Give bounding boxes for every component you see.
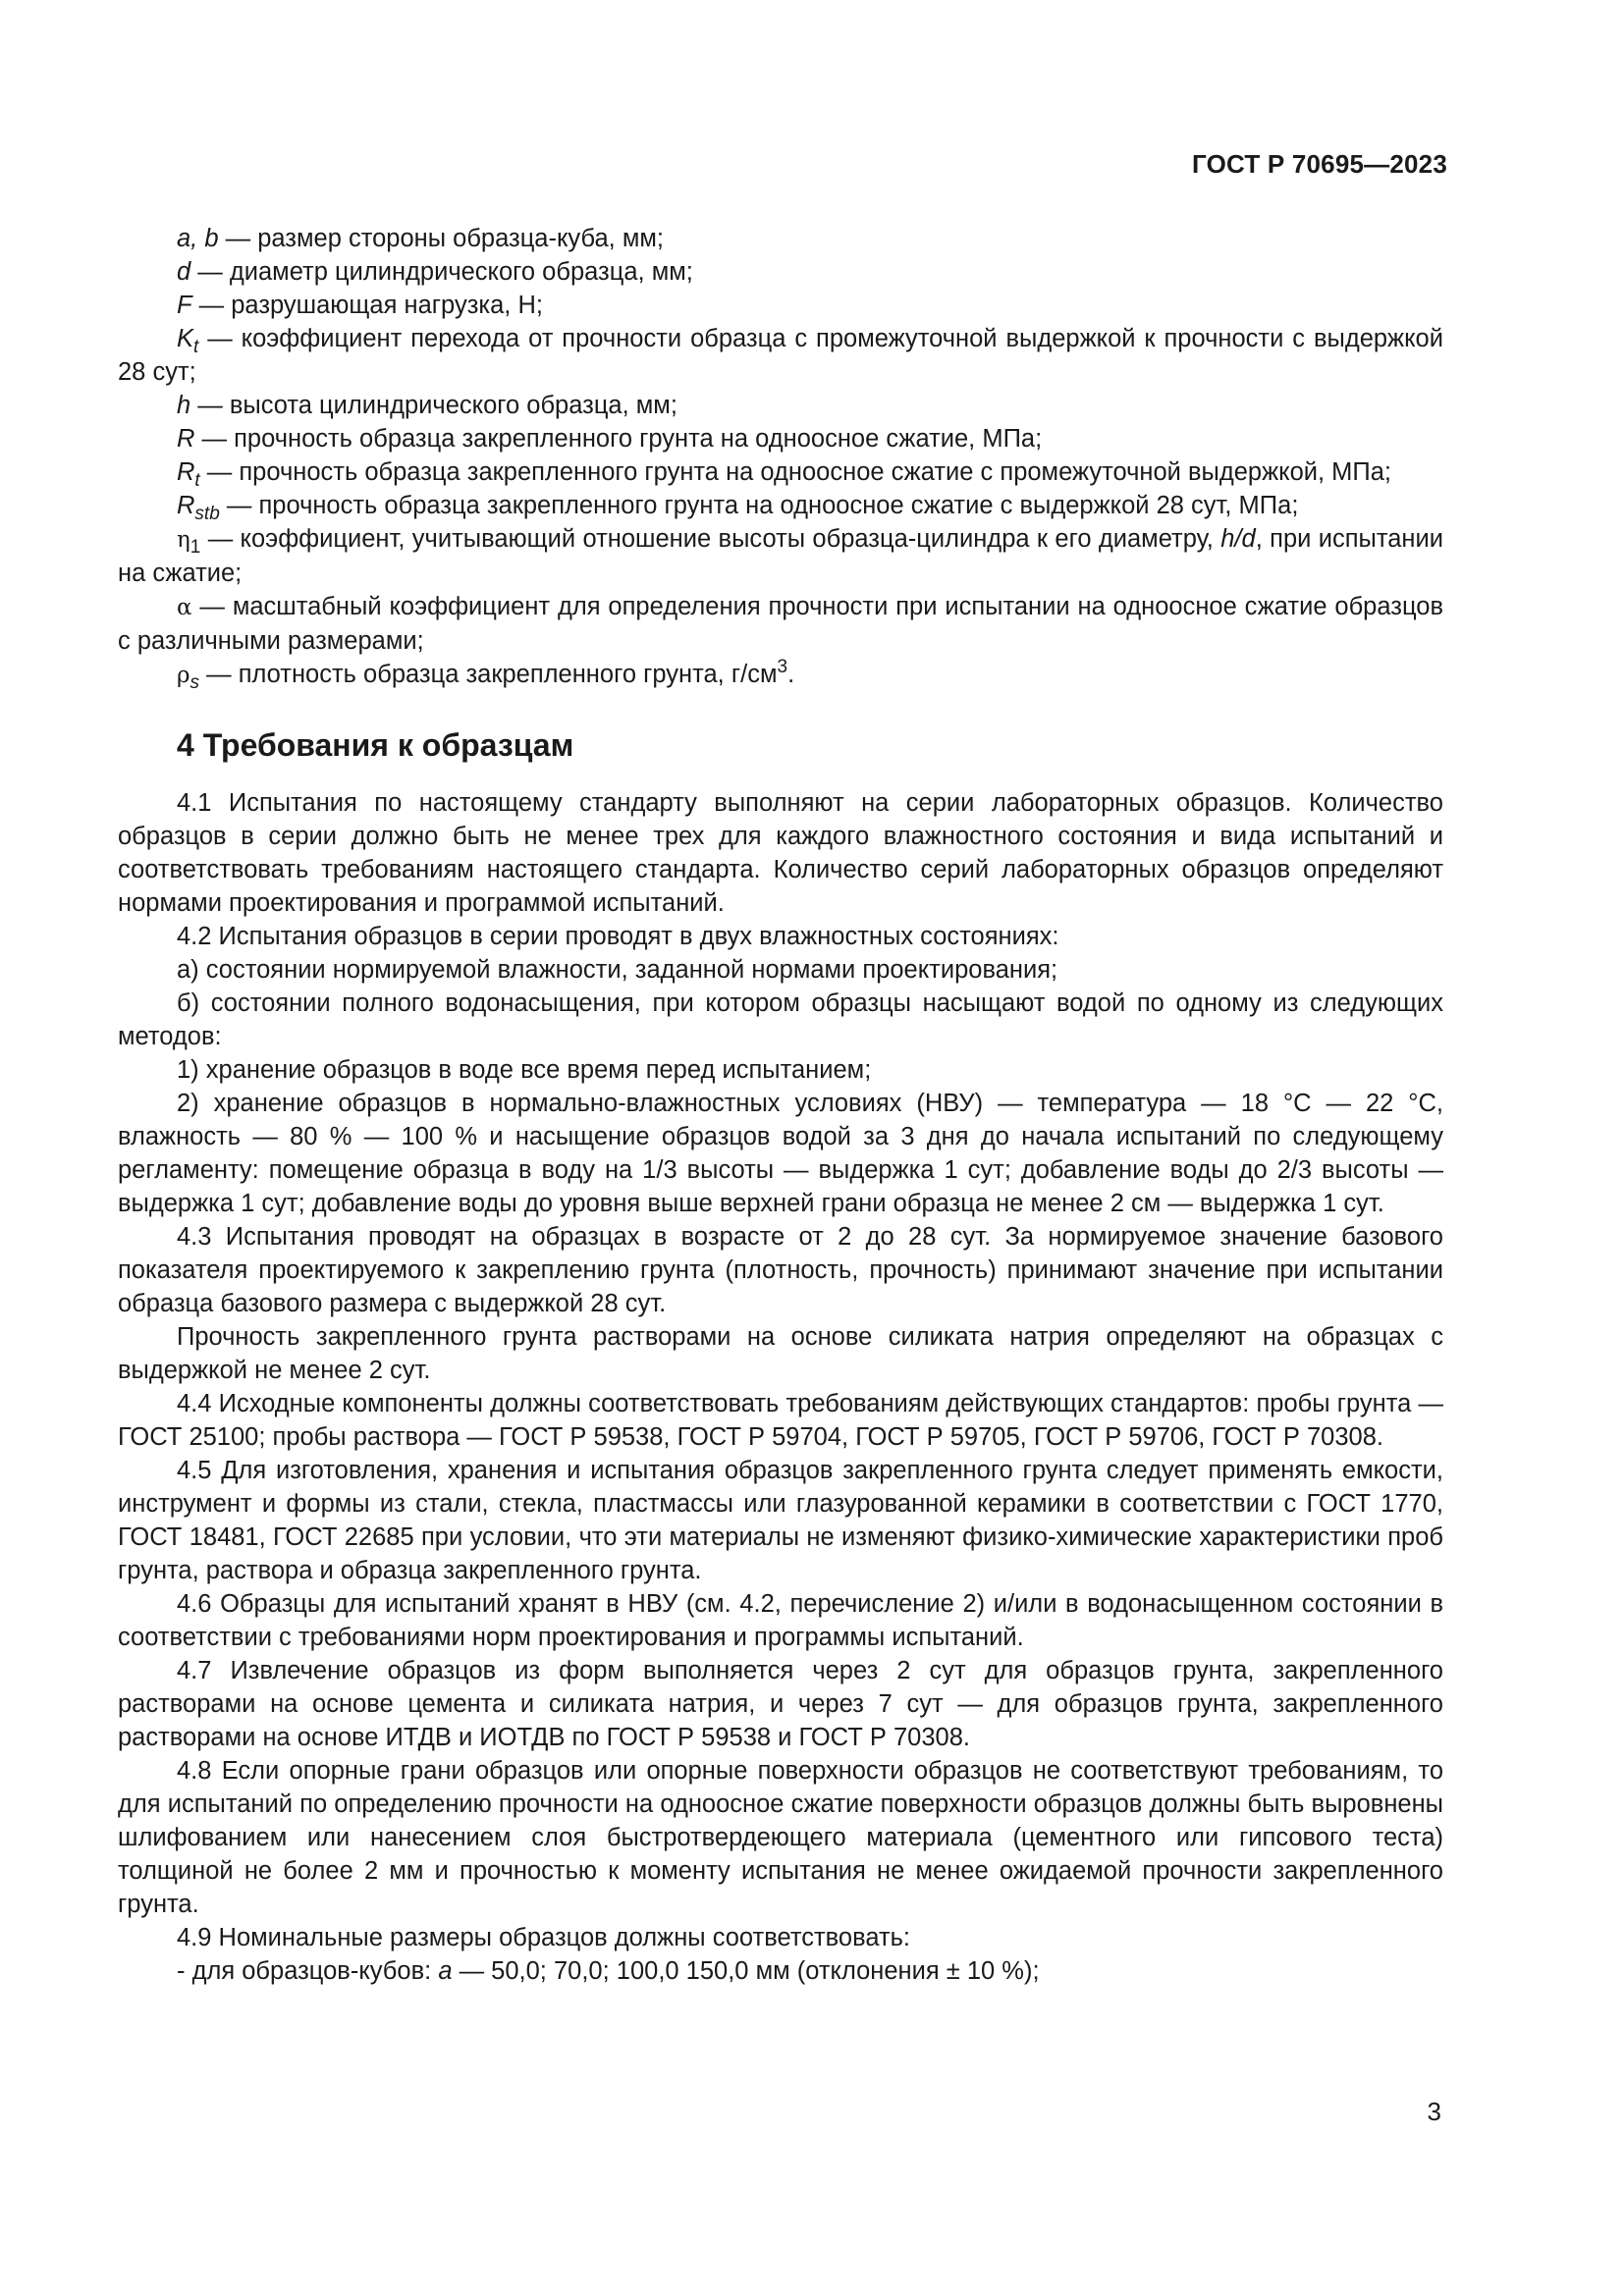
definition-row: a, b — размер стороны образца-куба, мм; xyxy=(177,225,664,252)
section-heading: 4 Требования к образцам xyxy=(177,727,574,763)
paragraph: 4.7 Извлечение образцов из форм выполняется через 2 сут для образцов грунта, закрепленного растворами на основе цемента и силиката натрия, и через 7 сут — для образцов грунта, закрепленного растворами на основе ИТДВ и ИОТДВ по ГОСТ Р 59538 и ГОСТ Р 70308. xyxy=(118,1657,1443,1751)
list-item: 2) хранение образцов в нормально-влажностных условиях (НВУ) — температура — 18 °С — 22 °С, влажность — 80 % — 100 % и насыщение образцов водой за 3 дня до начала испытаний по следующему регламенту: помещение образца в воду на 1/3 высоты — выдержка 1 сут; добавление воды до 2/3 высоты — выдержка 1 сут; добавление воды до уровня выше верхней грани образца не менее 2 см — выдержка 1 сут. xyxy=(118,1090,1443,1217)
list-item: а) состоянии нормируемой влажности, заданной нормами проектирования; xyxy=(177,956,1058,984)
paragraph: 4.5 Для изготовления, хранения и испытания образцов закрепленного грунта следует применять емкости, инструмент и формы из стали, стекла, пластмассы или глазурованной керамики в соответствии с ГОСТ 1770, ГОСТ 18481, ГОСТ 22685 при условии, что эти материалы не изменяют физико-химические характеристики проб грунта, раствора и образца закрепленного грунта. xyxy=(118,1457,1443,1584)
definition-row: $R_t$ — прочность образца закрепленного грунта на одноосное сжатие с промежуточной выдержкой, МПа; xyxy=(177,458,1392,491)
definition-row-eta: $\eta_1$ — коэффициент, учитывающий отношение высоты образца-цилиндра к его диаметру, h/d, при испытании на сжатие; xyxy=(118,525,1443,587)
paragraph: 4.8 Если опорные грани образцов или опорные поверхности образцов не соответствуют требованиям, то для испытаний по определению прочности на одноосное сжатие поверхности образцов должны быть выровнены шлифованием или нанесением слоя быстротвердеющего материала (цементного или гипсового теста) толщиной не более 2 мм и прочностью к моменту испытания не менее ожидаемой прочности закрепленного грунта. xyxy=(118,1757,1443,1918)
paragraph: 4.1 Испытания по настоящему стандарту выполняют на серии лабораторных образцов. Количество образцов в серии должно быть не менее трех для каждого влажностного состояния и вида испытаний и соответствовать требованиям настоящего стандарта. Количество серий лабораторных образцов определяют нормами проектирования и программой испытаний. xyxy=(118,789,1443,917)
section-body xyxy=(118,786,1443,1988)
paragraph: 4.2 Испытания образцов в серии проводят в двух влажностных состояниях: xyxy=(177,923,1059,950)
definition-row: R — прочность образца закрепленного грунта на одноосное сжатие, МПа; xyxy=(177,425,1043,453)
document-code-header: ГОСТ Р 70695—2023 xyxy=(1192,149,1447,179)
definition-row: d — диаметр цилиндрического образца, мм; xyxy=(177,258,693,286)
paragraph: 4.4 Исходные компоненты должны соответствовать требованиям действующих стандартов: пробы грунта — ГОСТ 25100; пробы раствора — ГОСТ Р 59538, ГОСТ Р 59704, ГОСТ Р 59705, ГОСТ Р 59706, ГОСТ Р 70308. xyxy=(118,1390,1443,1451)
definition-row-rho: $\rho_s$ — плотность образца закрепленного грунта, $г/см^3$. xyxy=(177,657,795,693)
definition-row: F — разрушающая нагрузка, Н; xyxy=(177,292,543,319)
paragraph: 4.9 Номинальные размеры образцов должны соответствовать: xyxy=(177,1924,911,1951)
definition-row: $R_{stb}$ — прочность образца закрепленного грунта на одноосное сжатие с выдержкой 28 сут, МПа; xyxy=(177,492,1299,524)
list-item: 1) хранение образцов в воде все время перед испытанием; xyxy=(177,1056,872,1084)
page-number: 3 xyxy=(1427,2097,1441,2126)
paragraph: 4.3 Испытания проводят на образцах в возрасте от 2 до 28 сут. За нормируемое значение базового показателя проектируемого к закреплению грунта (плотность, прочность) принимают значение при испытании образца базового размера с выдержкой 28 сут. xyxy=(118,1223,1443,1317)
list-item: - для образцов-кубов: a — 50,0; 70,0; 100,0 150,0 мм (отклонения ± 10 %); xyxy=(177,1957,1040,1985)
symbol-definitions xyxy=(118,222,1443,692)
paragraph: 4.6 Образцы для испытаний хранят в НВУ (см. 4.2, перечисление 2) и/или в водонасыщенном состоянии в соответствии с требованиями норм проектирования и программы испытаний. xyxy=(118,1590,1443,1651)
paragraph: Прочность закрепленного грунта растворами на основе силиката натрия определяют на образцах с выдержкой не менее 2 сут. xyxy=(118,1323,1443,1384)
definition-row: h — высота цилиндрического образца, мм; xyxy=(177,392,677,419)
definition-row: $K_t$ — коэффициент перехода от прочности образца с промежуточной выдержкой к прочности с выдержкой 28 сут; xyxy=(118,325,1443,386)
definition-row-alpha: α — масштабный коэффициент для определения прочности при испытании на одноосное сжатие образцов с различными размерами; xyxy=(118,593,1443,655)
list-item: б) состоянии полного водонасыщения, при котором образцы насыщают водой по одному из следующих методов: xyxy=(118,989,1443,1050)
page-content xyxy=(118,222,1443,1988)
